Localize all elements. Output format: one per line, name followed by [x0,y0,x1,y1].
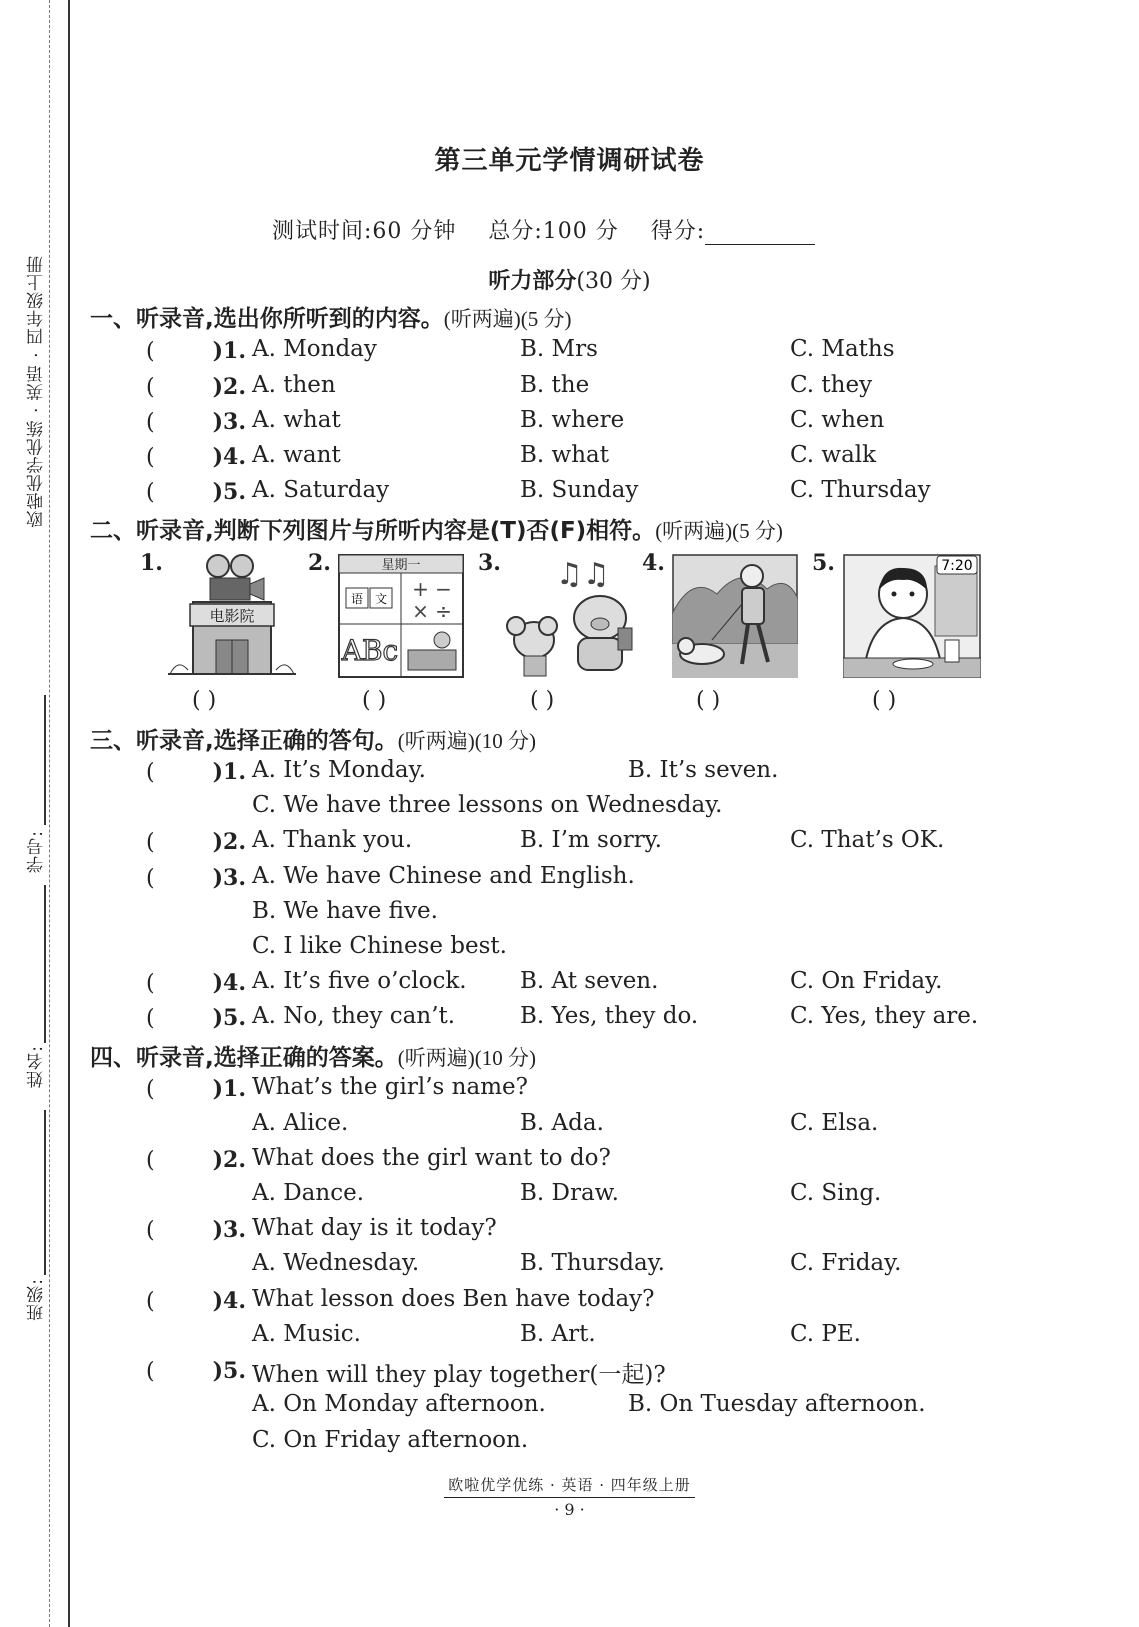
s4-q4-question: What lesson does Ben have today? [252,1286,655,1312]
pic-5-num: 5. [812,550,835,576]
id-field[interactable] [44,695,46,825]
s3-q2-c: C. That’s OK. [790,827,945,853]
s1-q2-b: B. the [520,372,590,398]
answer-paren[interactable]: ( )1. [146,1076,246,1102]
s3-q1-c: C. We have three lessons on Wednesday. [252,792,723,818]
timetable-icon [338,554,464,678]
pic-3-answer[interactable]: ( ) [530,688,555,713]
clock-time: 7:20 [941,558,973,574]
pic-4-num: 4. [642,550,665,576]
s1-q5-b: B. Sunday [520,477,639,503]
margin-book-label: 欧啦优学优练 · 英语 · 四年级上册 [27,255,47,528]
section3-note: (听两遍)(10 分) [397,729,536,753]
s3-q5-b: B. Yes, they do. [520,1003,699,1029]
answer-paren[interactable]: ( )4. [146,1288,246,1314]
s3-q2-a: A. Thank you. [252,827,413,853]
s3-q1-a: A. It’s Monday. [252,757,426,783]
answer-paren[interactable]: ( )5. [146,1358,246,1384]
s4-q5-b: B. On Tuesday afternoon. [628,1391,926,1417]
s1-q3-c: C. when [790,407,885,433]
s3-q3-c: C. I like Chinese best. [252,933,507,959]
s3-q5-a: A. No, they can’t. [252,1003,456,1029]
test-time: 测试时间:60 分钟 [272,219,457,244]
section4-heading [90,1039,536,1072]
margin-name-label: 姓名: [27,1045,47,1088]
s1-q3-a: A. what [252,407,341,433]
section2-note: (听两遍)(5 分) [655,519,783,543]
s1-q4-a: A. want [252,442,341,468]
s1-q1-a: A. Monday [252,336,377,362]
section2-title: 二、听录音,判断下列图片与所听内容是(T)否(F)相符。 [90,518,656,544]
answer-paren[interactable]: ( )4. [146,444,246,470]
s1-q1-b: B. Mrs [520,336,598,362]
part-points: (30 分) [576,269,651,294]
total-score: 总分:100 分 [488,219,619,244]
s4-q5-question: When will they play together(一起)? [252,1362,666,1388]
svg-text:× ÷: × ÷ [412,599,452,623]
answer-paren[interactable]: ( )2. [146,829,246,855]
music-animals-icon [504,554,638,678]
s3-q4-b: B. At seven. [520,968,659,994]
s4-q1-a: A. Alice. [252,1110,349,1136]
section3-title: 三、听录音,选择正确的答句。 [90,728,398,754]
binding-line [68,0,70,1627]
s3-q3-b: B. We have five. [252,898,438,924]
s3-q1-b: B. It’s seven. [628,757,779,783]
s1-q2-c: C. they [790,372,873,398]
footer [0,1474,1139,1498]
s4-q3-question: What day is it today? [252,1215,497,1241]
s4-q1-question: What’s the girl’s name? [252,1074,528,1100]
answer-paren[interactable]: ( )4. [146,970,246,996]
pic-2-answer[interactable]: ( ) [362,688,387,713]
s1-q5-a: A. Saturday [252,477,390,503]
section1-heading [90,300,571,333]
margin-id-label: 学号: [27,830,47,873]
walking-dog-icon [672,554,798,678]
answer-paren[interactable]: ( )2. [146,1147,246,1173]
answer-paren[interactable]: ( )5. [146,1005,246,1031]
s4-q4-b: B. Art. [520,1321,596,1347]
s1-q3-b: B. where [520,407,625,433]
s4-q2-b: B. Draw. [520,1180,619,1206]
pic-1-num: 1. [140,550,163,576]
s4-q2-c: C. Sing. [790,1180,882,1206]
answer-paren[interactable]: ( )5. [146,479,246,505]
part-title: 听力部分 [488,269,577,294]
s3-q3-a: A. We have Chinese and English. [252,863,635,889]
s4-q1-c: C. Elsa. [790,1110,879,1136]
pic-5-answer[interactable]: ( ) [872,688,897,713]
cinema-icon [168,554,296,678]
s3-q5-c: C. Yes, they are. [790,1003,979,1029]
svg-text:ABc: ABc [341,634,399,667]
section4-title: 四、听录音,选择正确的答案。 [90,1045,398,1071]
s3-q4-c: C. On Friday. [790,968,943,994]
s1-q1-c: C. Maths [790,336,895,362]
s4-q3-c: C. Friday. [790,1250,902,1276]
s1-q2-a: A. then [252,372,336,398]
s4-q3-a: A. Wednesday. [252,1250,420,1276]
timetable-subj1: 语 [350,592,364,606]
s1-q5-c: C. Thursday [790,477,931,503]
s4-q5-a: A. On Monday afternoon. [252,1391,546,1417]
s4-q5-c: C. On Friday afternoon. [252,1427,529,1453]
section1-title: 一、听录音,选出你所听到的内容。 [90,306,444,332]
answer-paren[interactable]: ( )1. [146,759,246,785]
s4-q3-b: B. Thursday. [520,1250,665,1276]
timetable-day: 星期一 [381,558,421,573]
answer-paren[interactable]: ( )3. [146,409,246,435]
s4-q4-a: A. Music. [252,1321,361,1347]
timetable-subj2: 文 [374,592,388,606]
test-meta [272,214,815,245]
s1-q4-c: C. walk [790,442,877,468]
footer-book: 欧啦优学优练 · 英语 · 四年级上册 [444,1474,695,1498]
svg-text:+ −: + − [412,577,452,601]
boy-breakfast-icon [843,554,981,678]
score-label: 得分: [650,219,706,244]
s4-q2-a: A. Dance. [252,1180,365,1206]
answer-paren[interactable]: ( )2. [146,374,246,400]
section2-heading [90,512,783,545]
cinema-sign: 电影院 [209,607,255,625]
s4-q1-b: B. Ada. [520,1110,604,1136]
s3-q2-b: B. I’m sorry. [520,827,662,853]
pic-1-answer[interactable]: ( ) [192,688,217,713]
name-field[interactable] [44,885,46,1043]
page-title: 第三单元学情调研试卷 [434,146,705,176]
answer-paren[interactable]: ( )3. [146,865,246,891]
page-number: · 9 · [554,1500,585,1519]
s3-q4-a: A. It’s five o’clock. [252,968,467,994]
s4-q2-question: What does the girl want to do? [252,1145,611,1171]
margin-class-label: 班级: [27,1278,47,1321]
svg-text:♫♫: ♫♫ [556,557,610,592]
class-field[interactable] [44,1110,46,1275]
section4-note: (听两遍)(10 分) [397,1046,536,1070]
pic-4-answer[interactable]: ( ) [696,688,721,713]
cut-line [49,0,50,1627]
pic-2-num: 2. [308,550,331,576]
section3-heading [90,722,536,755]
score-blank[interactable] [705,222,815,245]
s1-q4-b: B. what [520,442,609,468]
s4-q4-c: C. PE. [790,1321,861,1347]
answer-paren[interactable]: ( )1. [146,338,246,364]
section1-note: (听两遍)(5 分) [443,307,572,331]
part-heading [0,264,1139,295]
answer-paren[interactable]: ( )3. [146,1217,246,1243]
pic-3-num: 3. [478,550,501,576]
